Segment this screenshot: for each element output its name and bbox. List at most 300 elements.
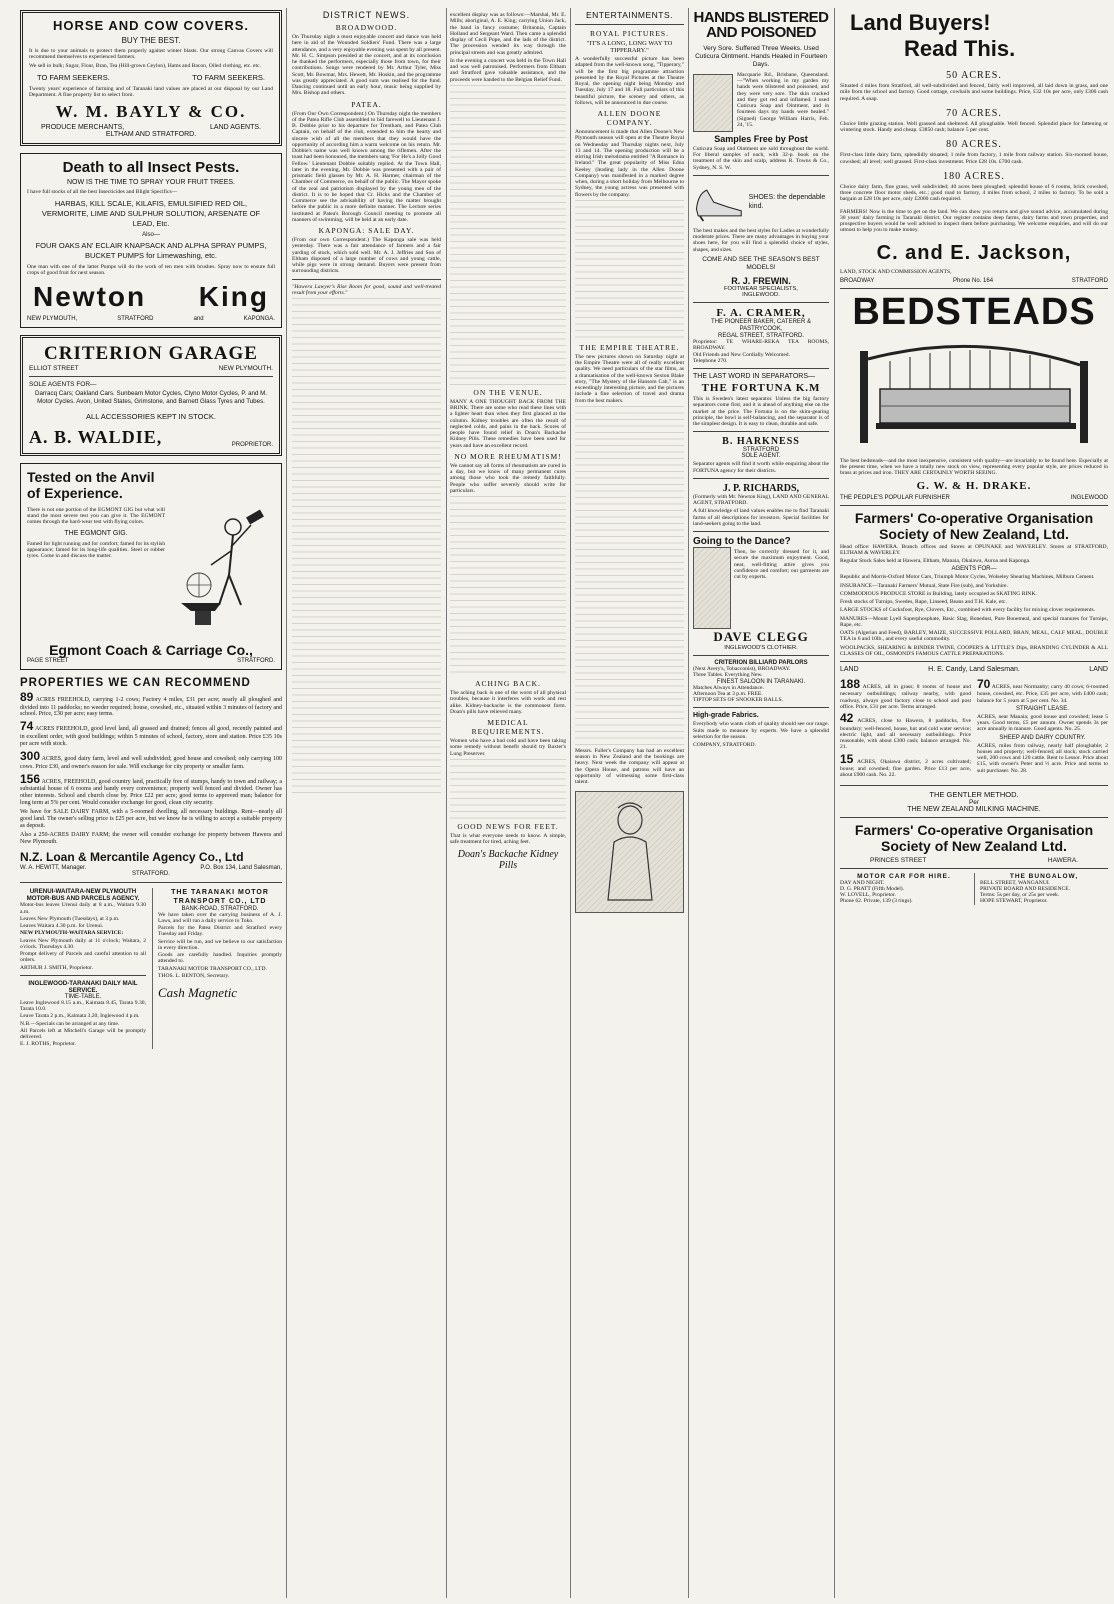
bayly-role-left: PRODUCE MERCHANTS,: [41, 124, 125, 132]
broadwood-heading: BROADWOOD.: [335, 23, 398, 32]
place: and: [193, 315, 204, 322]
portrait-illustration: [693, 74, 733, 132]
newton-list-1: HARBAS, KILL SCALE, KILAFIS, EMULSIFIED RED OIL, VERMORITE, LIME AND SULPHUR SOLUTION, ARSENATE OF LEAD, Etc.: [41, 198, 261, 228]
hire-line: DAY AND NIGHT.: [840, 879, 885, 886]
empire-text: The new pictures shown on Saturday night at the Empire Theatre were all of really excellent quality. We need particulars of the star films, as a dramatisation of the well-known Sexton Blake story, "The Mystery of the Hansom Cab," is an exceedingly interesting picture, and the pictures include a fine selection of travel and drama from the best makers.: [575, 353, 684, 404]
hire-line: W. LOVELL, Proprietor.: [840, 892, 896, 899]
divider: [693, 368, 829, 369]
column-5: [693, 10, 829, 1598]
divider: [840, 288, 1108, 289]
egmont-gig-advertisement: [20, 463, 282, 670]
taranaki-line: We have taken over the carrying business of A. J. Laws, and will run a daily service to Toko.: [158, 911, 282, 924]
farmers-coop-advertisement: [840, 510, 1108, 658]
egmont-street: PAGE STREET: [27, 657, 69, 664]
taranaki-transport-sub: BANK-ROAD, STRATFORD.: [181, 905, 259, 912]
filler-text: [575, 406, 684, 746]
venue-text: MANY A ONE THOUGHT BACK FROM THE BRINK. There are some who read these lines with a lighter heart than when they first glanced at the column. Kidney troubles are often the result of neglected colds, and pains in the back. Scores of people have found relief in Doan's Backache Kidney Pills. These remedies have been used for years and have an excellent record.: [450, 398, 566, 449]
richards-text: A full knowledge of land values enables me to find Taranaki farms of all descriptions for investors. Special facilities for land-seekers going to the land.: [693, 508, 829, 527]
acres-text: Situated 4 miles from Stratford, all well-subdivided and fenced, fairly well improved, all laid down in grass, and one mile from the school and factory. Good cottage, cowbails and some buildings. Price, £32 10s per acre, only £300 cash required. A snap.: [840, 83, 1108, 102]
drake-name: G. W. & H. DRAKE.: [916, 479, 1032, 492]
properties-company: N.Z. Loan & Mercantile Agency Co., Ltd: [20, 849, 244, 864]
inglewood-line: Leave Tarata 2 p.m., Kaimata 3.20, Inglewood 4 p.m.: [20, 1013, 140, 1020]
taranaki-transport-title: THE TARANAKI MOTOR TRANSPORT CO., LTD: [171, 888, 269, 905]
column-1: [20, 10, 282, 1598]
medical-heading: MEDICAL REQUIREMENTS.: [471, 718, 545, 736]
candy-item: [977, 678, 1108, 704]
cuticura-samples: Cuticura Soap and Ointment are sold throughout the world. For liberal samples of each, with 32-p. book on the treatment of the skin and scalp, address R. Towns & Co., Sydney, N. S. W.: [693, 145, 829, 171]
property-text: We have for SALE DAIRY FARM, with a 5-roomed dwelling, all necessary buildings. Rent—nearly all good land. The owner's selling price is £25 per acre, but we know he is willing to accept a suitable property as deposit.: [20, 809, 282, 829]
drake-text: The best bedsteads—and the most inexpensive, consistent with quality—are invariably to be found here. Especially at the present time, when we have a totally new stock on view, representing every popular style, are prices reduced in brass at prices and iron. THEY ARE CERTAINLY WORTH SEEING.: [840, 457, 1108, 477]
urenui-line: NEW PLYMOUTH-WAITARA SERVICE:: [20, 930, 124, 937]
place: KAPONGA.: [243, 315, 275, 322]
clegg-text: Then, be correctly dressed for it, and secure the maximum enjoyment. Good, neat, well-fitting attire gives you confidence and comfort; our garments are cut by experts.: [734, 549, 829, 581]
jackson-land-advertisement: [840, 10, 1108, 284]
billiard-line: FINEST SALOON IN TARANAKI.: [716, 678, 806, 685]
criterion-title: CRITERION GARAGE: [44, 342, 258, 364]
acres-heading: 180 ACRES.: [943, 170, 1005, 182]
candy-item: [840, 753, 971, 779]
hire-line: D. G. PRATT (Fifth Model).: [840, 885, 905, 892]
property-item: [20, 750, 282, 771]
candy-item: [977, 714, 1108, 733]
hire-line: Phone 62. Private, 139 (3 rings).: [840, 898, 913, 905]
bayly-subtitle: BUY THE BEST.: [121, 36, 181, 45]
coop2-title-1: Farmers' Co-operative Organisation: [854, 821, 1094, 838]
billiard-sub: (Next Avery's, Tobacconist), BROADWAY.: [693, 666, 791, 673]
filler-text: [450, 496, 566, 676]
inglewood-mail-title: INGLEWOOD-TARANAKI DAILY MAIL SERVICE.: [28, 979, 138, 994]
rheumatism-heading: NO MORE RHEUMATISM!: [454, 451, 562, 461]
newton-also: Also—: [142, 231, 160, 238]
entertainments-title: ENTERTAINMENTS.: [586, 10, 673, 20]
divider: [20, 882, 282, 883]
fabrics-title: High-grade Fabrics.: [693, 712, 759, 720]
filler-text: [450, 759, 566, 819]
bayly-roles: [41, 124, 261, 131]
coop-item: COMMODIOUS PRODUCE STORE in Building, lately occupied as SKATING RINK.: [840, 590, 1037, 597]
fortuna-name: THE FORTUNA K.M: [701, 382, 821, 395]
newton-title: Death to all Insect Pests.: [62, 159, 240, 177]
frewin-name: R. J. FREWIN.: [731, 275, 791, 286]
candy-left-column: [840, 676, 971, 781]
inglewood-line: Leave Inglewood 8.15 a.m., Kaimata 8.45, Tarata 9.30, Tarata 10.0.: [20, 999, 146, 1013]
urenui-line: Leaves New Plymouth (Tuesdays), at 3 p.m.: [20, 915, 120, 922]
farmers-text: FARMERS! Now is the time to get on the land. We can show you returns and give sound advice, accumulated during 30 years' dairy farming in Taranaki district. Our register contains deep farms, dairy farms and town properties, and prospective buyers would be well advised to inspect them before purchasing. We welcome enquiries, and will do our utmost to help you to make money.: [840, 208, 1108, 234]
urenui-line: Prompt delivery of Parcels and careful attention to all orders.: [20, 951, 146, 964]
property-text: ACRES, good dairy farm, level and well subdivided; good house and cowshed; only carrying 100 cows. Price £30, and owner's reason for sale. Will exchange for city property or smaller farm.: [20, 755, 282, 770]
harkness-advertisement: [693, 436, 829, 474]
properties-box: P.O. Box 134, Land Salesman,: [200, 864, 282, 871]
gentler-title: THE GENTLER METHOD.: [929, 789, 1019, 799]
egmont-name: Egmont Coach & Carriage Co.,: [49, 641, 253, 658]
properties-advertisement: [20, 677, 282, 877]
doans-signature: Doan's Backache Kidney Pills: [457, 849, 559, 872]
column-2: [292, 10, 441, 1598]
cuticura-advertisement: [693, 10, 829, 171]
jackson-street: BROADWAY: [840, 277, 875, 284]
clegg-name: DAVE CLEGG: [713, 629, 809, 645]
aching-back-heading: ACHING BACK.: [475, 679, 541, 688]
criterion-address: [29, 365, 273, 372]
frewin-top: [693, 180, 829, 226]
aching-back-text: The aching back is one of the worst of all physical troubles, because it interferes with work and rest alike. Kidney-backache is the commonest form. Doan's pills have relieved many.: [450, 690, 566, 715]
bungalow-line: HOPE STEWART, Proprietor.: [980, 898, 1048, 905]
land-buyers-title: Land Buyers!: [850, 10, 991, 35]
hawera-quote: "Hawera Lawyer's Rise Room for good, sound and well-treated result from your efforts.": [292, 283, 441, 296]
jackson-phone: Phone No. 164: [953, 277, 994, 284]
urenui-line: ARTHUR J. SMITH, Proprietor.: [20, 964, 94, 971]
filler-text: [575, 200, 684, 340]
kaponga-heading: KAPONGA: SALE DAY.: [318, 226, 415, 235]
criterion-accessories: ALL ACCESSORIES KEPT IN STOCK.: [86, 411, 216, 421]
taranaki-line: TARANAKI MOTOR TRANSPORT CO., LTD.: [158, 965, 267, 972]
inglewood-line: N.B.—Specials can be arranged at any time.: [20, 1020, 120, 1027]
candy-item: [840, 678, 971, 710]
bungalow-title: THE BUNGALOW,: [1009, 872, 1079, 880]
bungalow-line: PRIVATE BOARD AND RESIDENCE.: [980, 885, 1071, 892]
bedsteads-title: BEDSTEADS: [852, 290, 1096, 333]
cuticura-sub: Very Sore. Suffered Three Weeks. Used Cuticura Ointment. Hands Healed in Fourteen Days.: [695, 44, 827, 68]
taranaki-line: Goods are carefully handled. Inquiries promptly attended to.: [158, 952, 282, 965]
candy-text: ACRES, near Normanby; carry 40 cows; 6-roomed house, cowshed, etc. Price, £35 per acre, with £400 cash; balance for 5 years at 5 per cent. No. 34.: [977, 684, 1108, 704]
frewin-role: FOOTWEAR SPECIALISTS,: [723, 285, 799, 292]
patea-text: (From Our Own Correspondent.) On Thursday night the members of the Patea Rifle Club assembled to bid farewell to Lieutenant J. B. Dobbie prior to his departure for Trentham, and Patea Club Captain, on behalf of the club, extended to him the hearty and sincere wish of all the members that they would have the opportunity of according him a warm welcome on his return. Mr. Dobbie's name was well known among the riflemen. After the toast had been honoured, the members sang 'For He's a Jolly Good Fellow.' Lieutenant Dobbie suitably replied. At the Town Hall, later in the evening, Mr. Dobbie was presented with a pair of prismatic field glasses by Mr. A. H. Harmer, chairman of the Chamber of Commerce, on behalf of the public. The Mayor spoke of the zeal and patriotism displayed by the young men of the district. It is to be hoped that Cr. Hicks and the Chamber of Commerce see the advisability of having the matter brought before the public in a more definite manner. The Lecture series instituted at Patea's Borough Council meeting to promote all manners of swimming, will be held at an early date.: [292, 110, 441, 223]
egmont-body: [27, 505, 275, 638]
divider: [693, 707, 829, 708]
cuticura-title-2: AND POISONED: [706, 24, 816, 41]
urenui-title: URENUI-WAITARA-NEW PLYMOUTH MOTOR-BUS AND PARCELS AGENCY.: [26, 887, 140, 902]
egmont-famed: Famed for light running and for comfort; famed for its stylish appearance; famed for its long-life qualities. Steel or rubber tyres. Come in and discuss the matter.: [27, 540, 165, 559]
billiard-line: Matches Always in Attendance.: [693, 684, 764, 691]
medical-text: Women who have a bad cold and have been taking some remedy without benefit should try Baxter's Lung Preserver.: [450, 738, 566, 757]
candy-right-column: [977, 676, 1108, 781]
drake-bedsteads-advertisement: [840, 290, 1108, 501]
bayly-title: HORSE AND COW COVERS.: [52, 18, 250, 33]
cuticura-title-1: HANDS BLISTERED: [693, 10, 829, 26]
egmont-address: [27, 658, 275, 664]
column-rule: [286, 8, 287, 1598]
property-text: ACRES FREEHOLD, good level land, all grassed and drained; fences all good, recently painted and in excellent order, with good buildings; within 5 minutes of school, factory, store and station. Price £35 10s per acre with stock.: [20, 726, 282, 748]
properties-title: PROPERTIES WE CAN RECOMMEND: [20, 676, 251, 689]
fortuna-text: This is Sweden's latest separator. Unless the big factory separators come first, and it is ahead of anything else on the market at the price. The Fortuna is on the skim-gearing principle, the bowl is self-balancing, and the separator is of the simplest design. It is easy to clean, durable and safe.: [693, 396, 829, 428]
bottom-advertisements: [840, 873, 1108, 905]
bayly-role-right: LAND AGENTS.: [210, 124, 261, 132]
feet-text: That is what everyone needs to know. A simple, safe treatment for tired, aching feet.: [450, 832, 566, 845]
fortuna-advertisement: [693, 373, 829, 427]
egmont-town: STRATFORD.: [237, 657, 275, 664]
royal-text: A wonderfully successful picture has been adapted from the well-known song, "Tipperary," will be the first big programme attraction presented by the Royal Pictures at the Theatre Royal, the opening night being Monday and Tuesday, July 17 and 18. Full particulars of this beautiful picture, the scenery and others, as follows, will be announced in due course.: [575, 56, 684, 106]
gentleman-illustration: [693, 547, 731, 629]
clegg-role: INGLEWOOD'S CLOTHIER.: [724, 645, 798, 652]
newton-places: [27, 316, 275, 322]
bayly-name: W. M. BAYLY & CO.: [55, 102, 247, 122]
criterion-agents: SOLE AGENTS FOR—: [29, 380, 97, 388]
candy-columns: [840, 676, 1108, 781]
candy-salesman: H. E. Candy, Land Salesman.: [928, 666, 1020, 673]
column-rule: [834, 8, 835, 1598]
coop-item: WOOLPACKS, SHEARING & BINDER TWINE, COOPER'S & LITTLE'S Dips, BRANDING CYLINDER & ALL CLASSES OF OIL, OSMOND'S FAMOUS CATTLE PREPARATIONS.: [840, 644, 1108, 657]
coop-title-2: Society of New Zealand, Ltd.: [879, 525, 1069, 542]
divider: [292, 279, 441, 280]
patea-heading: PATEA.: [351, 99, 382, 109]
property-acres: 74: [20, 719, 34, 734]
urenui-line: Leaves Waitara 4.30 p.m. for Urenui.: [20, 923, 104, 930]
column-rule: [688, 8, 689, 1598]
property-acres: 156: [20, 771, 41, 786]
newton-name-left: Newton: [33, 280, 147, 312]
criterion-street: ELLIOT STREET: [29, 364, 79, 372]
candy-land-right: LAND: [1089, 666, 1108, 673]
display-text: excellent display was as follows:—Marshal, Mr. E. Mills; aboriginal, A. E. King; carrying Union Jack, the band in fancy costume; Britannia, Captain Holland and Sergeant Ward. Then came a splendid display of Cecil Pope, and the lads of the district. The procession wended its way through the principal streets and was greatly admired.: [450, 12, 566, 56]
cramer-street: REGAL STREET, STRATFORD.: [717, 333, 804, 340]
shoe-icon: [693, 180, 745, 226]
newton-list-2: FOUR OAKS AN' ECLAIR KNAPSACK AND ALPHA SPRAY PUMPS, BUCKET PUMPS for Limewashing, etc.: [35, 240, 267, 260]
farmers-coop-advertisement-2: [840, 822, 1108, 864]
cramer-welcome: Old Friends and New Cordially Welcomed.: [693, 351, 791, 358]
newton-name-right: King: [198, 280, 269, 312]
acres-text: First-class little dairy farm, splendidly situated; 1 mile from factory, 1 mile from railway station. Six-roomed house, cowshed; all level; well grassed. First-class investment. Price £28 10s. £700 cash.: [840, 152, 1108, 165]
candy-text: ACRES, near Manaia; good house and cowshed; lease 5 years. Good terms, £5 per annum. Owner spends 3s per acre annually in manure. Good agents. No. 25.: [977, 713, 1108, 733]
richards-role: (Formerly with Mr. Newton King), LAND AND GENERAL AGENT, STRATFORD.: [693, 493, 829, 507]
divider: [693, 478, 829, 479]
property-item: [20, 832, 282, 846]
richards-name: J. P. RICHARDS,: [722, 482, 800, 494]
egmont-title-2: of Experience.: [27, 484, 123, 501]
clegg-title: Going to the Dance?: [693, 536, 791, 548]
anvil-illustration: [171, 505, 275, 638]
harkness-role: SOLE AGENT.: [741, 453, 781, 460]
taranaki-line: THOS. L. BENTON, Secretary.: [158, 972, 230, 979]
district-news-title: DISTRICT NEWS.: [322, 10, 411, 20]
criterion-proprietor: [29, 427, 273, 448]
coop-title-1: Farmers' Co-operative Organisation: [854, 509, 1094, 526]
fortuna-title: THE LAST WORD IN SEPARATORS—: [693, 373, 816, 381]
bayly-location: ELTHAM AND STRATFORD.: [105, 131, 197, 139]
candy-text: ACRES, close to Hawera, 8 paddocks, five boundary; well-fenced, house, hut and cold water service; electric light, and all necessary outbuildings. Price reasonable, with about £300 cash; balance arranged. No. 21.: [840, 718, 971, 751]
cramer-name: F. A. CRAMER,: [716, 306, 806, 319]
gentler-per: Per: [968, 798, 980, 806]
frewin-town: INGLEWOOD.: [742, 291, 780, 298]
kaponga-text: (From our own Correspondent.) The Kaponga sale was held yesterday. There was a fair attendance of farmers and a fair yarding of stock, which sold well. Mr. A. J. Jeffries and Son of Eltham disposed of a large number of cows and young cattle, while pigs were in strong demand. Buyers were present from surrounding districts.: [292, 237, 441, 275]
taranaki-line: Parcels for the Patea District and Stratford every Tuesday and Friday.: [158, 925, 282, 938]
divider: [840, 661, 1108, 662]
frewin-come: COME AND SEE THE SEASON'S BEST MODELS!: [702, 255, 820, 272]
hire-title: MOTOR CAR FOR HIRE.: [857, 872, 951, 880]
egmont-gig: THE EGMONT GIG.: [64, 529, 128, 537]
coop-head: Head office: HAWERA. Branch offices and Stores at OPUNAKE and WAVERLEY. Stores at STRATFORD, ELTHAM & WAVERLEY.: [840, 543, 1108, 556]
candy-item: [840, 712, 971, 750]
newton-intro: I have full stocks of all the best Insecticides and Blight Specifics—: [27, 189, 178, 196]
newton-king-name: [33, 281, 269, 313]
filler-text: [292, 298, 441, 798]
divider: [693, 302, 829, 303]
harkness-text: Separator agents will find it worth while enquiring about the FORTUNA agency for their districts.: [693, 461, 829, 474]
bayly-advertisement: [20, 10, 282, 146]
billiard-advertisement: [693, 660, 829, 703]
candy-acres: 15: [840, 751, 854, 766]
read-this-title: Read This.: [904, 36, 1016, 61]
jackson-address: [840, 278, 1108, 284]
lady-figure-icon: [600, 802, 660, 902]
inglewood-mail-table: TIME-TABLE.: [64, 993, 102, 1000]
egmont-text-block: [27, 505, 165, 638]
coop2-address: [870, 857, 1078, 864]
divider: [840, 868, 1108, 869]
coop-item: LARGE STOCKS of Cocksfoot, Rye, Clovers, Etc., combined with every facility for mixing clover requirements.: [840, 607, 1096, 614]
acres-heading: 70 ACRES.: [946, 107, 1002, 119]
bayly-intro: It is due to your animals to protect them properly against winter blasts. Our strong Canvas Covers will recommend themselves to experienced farmers.: [29, 48, 273, 61]
divider: [20, 975, 146, 976]
newton-sub: NOW IS THE TIME TO SPRAY YOUR FRUIT TREES.: [66, 179, 236, 187]
bungalow-advertisement: [974, 873, 1108, 905]
coop-item: INSURANCE—Taranaki Farmers' Mutual, State Fire (sub), and Yorkshire.: [840, 582, 1008, 589]
empire-theatre-heading: THE EMPIRE THEATRE.: [579, 342, 680, 352]
candy-land-advertisement: [840, 666, 1108, 781]
inglewood-line: E. J. ROTHS, Proprietor.: [20, 1041, 77, 1048]
jackson-name: C. and E. Jackson,: [876, 241, 1072, 264]
criterion-name: A. B. WALDIE,: [29, 426, 163, 447]
cramer-prop: Proprietor: TE WHARE-REKA TEA ROOMS, BROADWAY.: [693, 339, 829, 352]
farm-seekers-left: TO FARM SEEKERS.: [37, 72, 110, 82]
coop-item: OATS (Algerian and Feed), BARLEY, MAIZE, SUCCESSIVE POLLARD, BRAN, MEAL, CALF MEAL, DOUBLE TEA in 6 and 10lb., and every useful commodity.: [840, 630, 1108, 643]
taranaki-transport-advertisement: [152, 888, 282, 1049]
billiard-line: Afternoon Tea at 3 p.m. FREE.: [693, 690, 763, 697]
coop-item: MANURES—Mount Lyell Superphosphate, Basic Slag, Bonedust, Pure Bonemeal, and special manures for Turnips, Rape, etc.: [840, 615, 1108, 628]
bayly-farm-seekers: [37, 73, 265, 82]
column-6: [840, 10, 1108, 1598]
property-item: [20, 809, 282, 830]
allen-doone-text: Announcement is made that Allen Doone's New Plymouth season will open at the Theatre Royal on Wednesday and Thursday nights next, July 13 and 14. The opening production will be a stirring Irish melodrama entitled "A Romance in Ireland." The great popularity of Miss Edna Keeley (leading lady in the Allen Doone Company) was manifested in a marked degree when, during a short holiday from Melbourne to Sydney, the young actress was presented with flowers by the company.: [575, 129, 684, 198]
motor-hire-advertisement: [840, 873, 968, 905]
bayly-sell: We sell in bulk; Sugar, Flour, Bran, Tea (Hill-grown Ceylon), Hams and Bacon, Oiled clothing, etc. etc.: [29, 62, 261, 69]
royal-pictures-heading: ROYAL PICTURES.: [590, 29, 669, 38]
candy-text: ACRES, Okaiawa district, 2 acres cultivated; house; and cowshed; fine garden. Price £13 per acre, about £900 cash. No. 22.: [840, 758, 971, 779]
coop2-town: HAWERA.: [1047, 856, 1078, 864]
fuller-text: Messrs. Fuller's Company has had an excellent season in New Zealand and the bookings are heavy. Next week the company will appear at the Opera House, and patrons will have an opportunity of witnessing some first-class talent.: [575, 747, 684, 785]
egmont-title-1: Tested on the Anvil: [27, 468, 155, 485]
bungalow-line: Terms: 5s per day, or 25s per week.: [980, 892, 1060, 899]
cash-magnetic-signature: Cash Magnetic: [158, 985, 238, 1001]
farm-seekers-right: TO FARM SEEKERS.: [192, 72, 265, 82]
coop-item: Republic and Morris-Oxford Motor Cars, Triumph Motor Cycles, Wolseley Shearing Machines, Milburn Cement.: [840, 574, 1095, 581]
inglewood-lines: [20, 1000, 146, 1048]
jackson-role: LAND, STOCK AND COMMISSION AGENTS,: [840, 268, 952, 275]
billiard-line: TIPTOP SETS OF SNOOKER BALLS.: [693, 697, 783, 704]
column-rule: [446, 8, 447, 1598]
fabrics-company: COMPANY, STRATFORD.: [693, 742, 756, 749]
feet-heading: GOOD NEWS FOR FEET.: [457, 821, 559, 831]
candy-text: ACRES, all in grass; 8 rooms of house and necessary outbuildings; railway nearby, with good roadway, always good factory close to school and post office. Price, £31 per acre. Terms arranged.: [840, 684, 971, 710]
drake-role: THE PEOPLE'S POPULAR FURNISHER: [840, 494, 950, 501]
divider: [693, 175, 829, 176]
property-item: [20, 720, 282, 748]
acres-text: Choice little grazing station. Well grassed and sheltered. All ploughable. Well fenced. Splendid place for fattening or wintering stock. Handy and cheap. £3850 cash; balance 5 per cent.: [840, 120, 1108, 133]
divider: [840, 785, 1108, 786]
property-text: ACRES FREEHOLD, carrying 1-2 cows; Factory 4 miles, £31 per acre; nearly all ploughed and divided into 11 paddocks; no weeder required; house, cowshed, etc., situated within 3 minutes of factory and school. Price, £30 per acre; easy terms.: [20, 696, 282, 718]
properties-town: STRATFORD.: [132, 870, 170, 877]
frewin-advertisement: [693, 180, 829, 298]
jackson-town: STRATFORD: [1071, 277, 1108, 284]
egmont-text: There is not one portion of the EGMONT GIG but what will stand the most severe test you can give it. The EGMONT comes through the hard-wear test with flying colors.: [27, 506, 165, 526]
urenui-bus-advertisement: [20, 888, 146, 1049]
urenui-line: Leaves New Plymouth daily at 11 o'clock; Waitara, 2 o'clock. Thursdays 4.30.: [20, 937, 146, 950]
property-acres: 89: [20, 689, 34, 704]
lady-illustration: [575, 791, 684, 913]
fabrics-advertisement: [693, 712, 829, 748]
venue-heading: ON THE VENUE.: [473, 387, 543, 397]
cramer-advertisement: [693, 307, 829, 364]
rheumatism-text: We cannot say all forms of rheumatism are cured in a day, but we know of many permanent cures among those who took the remedy faithfully. People who suffer severely should write for particulars.: [450, 462, 566, 494]
billiard-title: CRITERION BILLIARD PARLORS: [714, 660, 808, 667]
candy-item: [977, 743, 1108, 774]
filler-text: [450, 85, 566, 385]
coop-sales: Regular Stock Sales held at Hawera, Eltham, Manaia, Okaiawa, Auroa and Kaponga.: [840, 558, 1031, 564]
divider: [840, 505, 1108, 506]
acres-heading: 50 ACRES.: [946, 70, 1002, 81]
candy-acres: 188: [840, 677, 861, 691]
bayly-text: Twenty years' experience of farming and of Taranaki land values are placed at our disposal by our Land Department. A fine property list to select from.: [29, 85, 273, 98]
divider: [693, 655, 829, 656]
urenui-lines: [20, 902, 146, 971]
fabrics-text: Everybody who wants cloth of quality should see our range. Suits made to measure by experts. We have a splendid selection for the season.: [693, 721, 829, 740]
harkness-town: STRATFORD: [742, 447, 780, 454]
candy-subheading: STRAIGHT LEASE.: [1016, 705, 1069, 712]
drake-town: INGLEWOOD: [1070, 494, 1108, 501]
broadwood-text: On Thursday night a most enjoyable concert and dance was held here in aid of the Wounded Soldiers' Fund. There was a large attendance, and a very enjoyable evening was spent by all present. Mr. H. C. Simpson presided at the concert, and at its conclusion he thanked the performers, especially those from town, for their contributions. Songs were rendered by Mr. Arthur Tyler, Miss Scott, Mr. Bowmar, Mrs. Hewett, Mr. Hoskin, and the programme was greatly appreciated. A good sum was realised for the fund. Dancing continued until an early hour, music being supplied by Mrs. Bishop and others.: [292, 34, 441, 97]
candy-acres: 42: [840, 711, 854, 726]
divider: [693, 531, 829, 532]
cramer-role: THE PIONEER BAKER, CATERER & PASTRYCOOK,: [711, 318, 811, 332]
column-rule: [570, 8, 571, 1598]
candy-header: [840, 666, 1108, 673]
newton-pump: One man with one of the latter Pumps will do the work of ten men with brushes. Spray now to ensure full crops of good fruit for next season.: [27, 264, 275, 277]
column-4: [575, 10, 684, 1598]
concert-text: In the evening a concert was held in the Town Hall and was well patronised. Performers from Eltham and Stratford gave valuable assistance, and the proceeds were handed to the Belgian Relief Fund.: [450, 57, 566, 83]
acres-heading: 80 ACRES.: [946, 139, 1002, 151]
divider: [693, 431, 829, 432]
criterion-town: NEW PLYMOUTH.: [218, 364, 273, 372]
criterion-garage-advertisement: [20, 335, 282, 456]
property-text: ACRES, FREEHOLD, good country land, practically free of stumps, handy to town and railway; a substantial house of 6 rooms and handy every convenience; property well fenced and divided. Owner has other interests. School and church close by. Price £22 per acre; good terms to approved man; balance for long term at 5% per cent. Would consider exchange for good, clean city security.: [20, 778, 282, 807]
coop2-title-2: Society of New Zealand Ltd.: [881, 837, 1067, 854]
divider: [575, 24, 684, 25]
divider: [840, 817, 1108, 818]
frewin-text: The best makes and the best styles for Ladies at wonderfully moderate prices. There are many advantages in buying your shoes here, for you will find a splendid choice of styles, shapes, and sizes.: [693, 227, 829, 253]
coop-item: Fresh stocks of Turnips, Swedes, Rape, Linseed, Beans and T.H. Kale, etc.: [840, 599, 1007, 605]
taranaki-line: Service will be run, and we believe to our satisfaction in every direction.: [158, 938, 282, 951]
coop-agents: AGENTS FOR—: [951, 566, 997, 573]
gentler-method-advertisement: [840, 790, 1108, 813]
property-acres: 300: [20, 748, 41, 763]
frewin-shoes: SHOES: the dependable kind.: [748, 194, 826, 210]
gentler-machine: THE NEW ZEALAND MILKING MACHINE.: [907, 805, 1041, 813]
cuticura-samples-title: Samples Free by Post: [714, 133, 808, 144]
coop2-street: PRINCES STREET: [870, 856, 927, 864]
bungalow-sub: BELL STREET, WANGANUI.: [980, 879, 1051, 886]
urenui-line: Motor-bus leaves Urenui daily at 8 a.m., Waitara 9.30 a.m.: [20, 902, 146, 915]
bedstead-icon: [840, 331, 1108, 451]
column-3: [450, 10, 566, 1598]
candy-text: ACRES, miles from railway, nearly half ploughable; 2 houses and property; well-fenced; all stock; stock carried well, 200 cows and 120 cattle. Rent to Lessor. Price about £15, with owner's Peter and ½ acre. Price and terms to suit purchaser. No. 28.: [977, 742, 1108, 774]
criterion-role: PROPRIETOR.: [231, 441, 273, 448]
clegg-advertisement: [693, 536, 829, 651]
place: NEW PLYMOUTH,: [27, 315, 78, 322]
criterion-list: Darracq Cars; Oakland Cars. Sunbeam Motor Cycles, Clyno Motor Cycles, P. and M. Motor Cycles. Avon, United States, Grimstone, and Barnett Glass Tyres and Tubes.: [35, 389, 267, 405]
blacksmith-anvil-icon: [171, 505, 271, 633]
transport-advertisements: [20, 888, 282, 1049]
property-item: [20, 691, 282, 719]
property-item: [20, 773, 282, 807]
